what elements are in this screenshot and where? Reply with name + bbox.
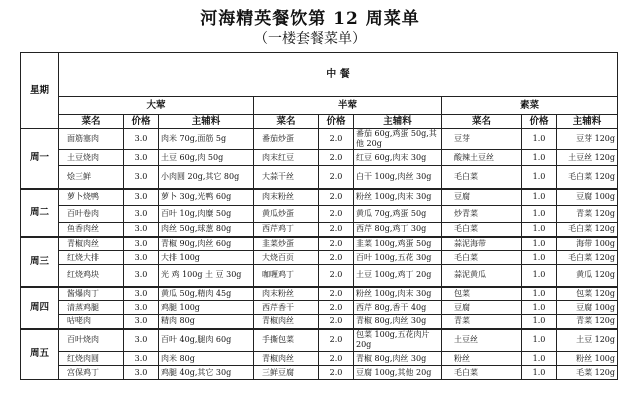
dish-name: 肉末粉丝 bbox=[254, 189, 319, 206]
price: 2.0 bbox=[319, 251, 354, 265]
dish-name: 蒜泥海带 bbox=[442, 237, 522, 251]
price: 1.0 bbox=[522, 251, 557, 265]
ingredients: 小肉圆 20g,其它 80g bbox=[159, 166, 254, 189]
table-row bbox=[21, 129, 618, 150]
price: 3.0 bbox=[124, 315, 159, 329]
ingredients: 粉丝 100g,肉末 30g bbox=[354, 189, 442, 206]
price: 1.0 bbox=[522, 129, 557, 150]
table-row bbox=[21, 150, 618, 166]
dish-name: 烩三鲜 bbox=[59, 166, 124, 189]
price: 2.0 bbox=[319, 237, 354, 251]
dish-name: 毛白菜 bbox=[442, 366, 522, 380]
price: 1.0 bbox=[522, 150, 557, 166]
table-row bbox=[21, 166, 618, 189]
ingredients: 百叶 100g,五花 30g bbox=[354, 251, 442, 265]
price: 2.0 bbox=[319, 189, 354, 206]
ingredients: 黄瓜 120g bbox=[557, 265, 618, 287]
ingredients: 青椒 90g,肉丝 60g bbox=[159, 237, 254, 251]
price: 3.0 bbox=[124, 129, 159, 150]
price: 2.0 bbox=[319, 315, 354, 329]
price: 1.0 bbox=[522, 265, 557, 287]
price: 1.0 bbox=[522, 329, 557, 352]
ingredients: 番茄 60g,鸡蛋 50g,其他 20g bbox=[354, 129, 442, 150]
dish-name: 黄瓜炒蛋 bbox=[254, 206, 319, 223]
ingredients: 红豆 60g,肉末 30g bbox=[354, 150, 442, 166]
price: 2.0 bbox=[319, 223, 354, 237]
price: 3.0 bbox=[124, 166, 159, 189]
price: 1.0 bbox=[522, 189, 557, 206]
ingredients: 西芹 80g,香干 40g bbox=[354, 301, 442, 315]
ingredients: 黄瓜 70g,鸡蛋 50g bbox=[354, 206, 442, 223]
dish-name: 青椒肉丝 bbox=[254, 315, 319, 329]
ingredients: 土豆丝 120g bbox=[557, 150, 618, 166]
dish-name: 宫保鸡丁 bbox=[59, 366, 124, 380]
dish-name: 肉末红豆 bbox=[254, 150, 319, 166]
dish-name: 包菜 bbox=[442, 287, 522, 301]
dish-name: 酱爆肉丁 bbox=[59, 287, 124, 301]
ingredients: 肉米 80g bbox=[159, 352, 254, 366]
table-row bbox=[21, 301, 618, 315]
day-label: 周三 bbox=[21, 237, 59, 287]
dish-name: 酸辣土豆丝 bbox=[442, 150, 522, 166]
day-label: 周一 bbox=[21, 129, 59, 189]
dish-name: 咖喱鸡丁 bbox=[254, 265, 319, 287]
ingredients: 毛白菜 120g bbox=[557, 166, 618, 189]
price: 3.0 bbox=[124, 366, 159, 380]
ingredients: 白干 100g,肉丝 30g bbox=[354, 166, 442, 189]
ingredients: 青菜 120g bbox=[557, 315, 618, 329]
ingredients: 青菜 120g bbox=[557, 206, 618, 223]
dish-name: 大烧百页 bbox=[254, 251, 319, 265]
table-row bbox=[21, 237, 618, 251]
table-row bbox=[21, 366, 618, 380]
dish-name: 手撕包菜 bbox=[254, 329, 319, 352]
ingredients: 土豆 60g,肉 50g bbox=[159, 150, 254, 166]
header-group-half-meat: 半荤 bbox=[254, 97, 442, 115]
dish-name: 西芹香干 bbox=[254, 301, 319, 315]
table-row bbox=[21, 329, 618, 352]
ingredients: 百叶 10g,肉糜 50g bbox=[159, 206, 254, 223]
ingredients: 海带 100g bbox=[557, 237, 618, 251]
dish-name: 清蒸鸡腿 bbox=[59, 301, 124, 315]
price: 3.0 bbox=[124, 265, 159, 287]
header-group-meat: 大荤 bbox=[59, 97, 254, 115]
header-meal: 中 餐 bbox=[59, 53, 618, 97]
ingredients: 肉米 70g,面筋 5g bbox=[159, 129, 254, 150]
dish-name: 豆芽 bbox=[442, 129, 522, 150]
ingredients: 豆芽 120g bbox=[557, 129, 618, 150]
price: 2.0 bbox=[319, 150, 354, 166]
dish-name: 红烧大排 bbox=[59, 251, 124, 265]
ingredients: 光 鸡 100g 土 豆 30g bbox=[159, 265, 254, 287]
header-day: 星期 bbox=[21, 53, 59, 129]
price: 1.0 bbox=[522, 366, 557, 380]
table-row bbox=[21, 251, 618, 265]
price: 1.0 bbox=[522, 206, 557, 223]
price: 1.0 bbox=[522, 315, 557, 329]
dish-name: 萝卜烧鸭 bbox=[59, 189, 124, 206]
ingredients: 豆腐 100g bbox=[557, 189, 618, 206]
header-price: 价格 bbox=[124, 115, 159, 129]
price: 2.0 bbox=[319, 352, 354, 366]
day-label: 周五 bbox=[21, 329, 59, 380]
dish-name: 百叶卷肉 bbox=[59, 206, 124, 223]
dish-name: 粉丝 bbox=[442, 352, 522, 366]
price: 1.0 bbox=[522, 287, 557, 301]
dish-name: 西芹鸡丁 bbox=[254, 223, 319, 237]
dish-name: 豆腐 bbox=[442, 189, 522, 206]
dish-name: 番茄炒蛋 bbox=[254, 129, 319, 150]
dish-name: 肉末粉丝 bbox=[254, 287, 319, 301]
menu-table bbox=[20, 52, 618, 380]
ingredients: 毛菜 120g bbox=[557, 366, 618, 380]
table-row bbox=[21, 315, 618, 329]
dish-name: 百叶烧肉 bbox=[59, 329, 124, 352]
page-title: 河海精英餐饮第 12 周菜单 bbox=[200, 9, 420, 29]
price: 2.0 bbox=[319, 206, 354, 223]
dish-name: 面筋塞肉 bbox=[59, 129, 124, 150]
dish-name: 红烧肉圆 bbox=[59, 352, 124, 366]
ingredients: 韭菜 100g,鸡蛋 50g bbox=[354, 237, 442, 251]
dish-name: 咕咾肉 bbox=[59, 315, 124, 329]
header-group-vegetable: 素菜 bbox=[442, 97, 618, 115]
table-row bbox=[21, 206, 618, 223]
day-label: 周四 bbox=[21, 287, 59, 329]
dish-name: 三鲜豆腐 bbox=[254, 366, 319, 380]
ingredients: 毛白菜 120g bbox=[557, 223, 618, 237]
dish-name: 青菜 bbox=[442, 315, 522, 329]
dish-name: 青椒肉丝 bbox=[254, 352, 319, 366]
dish-name: 毛白菜 bbox=[442, 166, 522, 189]
ingredients: 豆腐 100g bbox=[557, 301, 618, 315]
table-row bbox=[21, 223, 618, 237]
price: 3.0 bbox=[124, 206, 159, 223]
ingredients: 青椒 80g,肉丝 30g bbox=[354, 315, 442, 329]
ingredients: 土豆 120g bbox=[557, 329, 618, 352]
price: 1.0 bbox=[522, 352, 557, 366]
table-row bbox=[21, 287, 618, 301]
price: 1.0 bbox=[522, 223, 557, 237]
dish-name: 毛白菜 bbox=[442, 223, 522, 237]
dish-name: 红烧鸡块 bbox=[59, 265, 124, 287]
ingredients: 萝卜 30g,光鸭 60g bbox=[159, 189, 254, 206]
price: 3.0 bbox=[124, 287, 159, 301]
price: 3.0 bbox=[124, 237, 159, 251]
dish-name: 蒜泥黄瓜 bbox=[442, 265, 522, 287]
table-row bbox=[21, 265, 618, 287]
price: 3.0 bbox=[124, 150, 159, 166]
dish-name: 豆腐 bbox=[442, 301, 522, 315]
header-dish: 菜名 bbox=[254, 115, 319, 129]
price: 1.0 bbox=[522, 166, 557, 189]
dish-name: 土豆丝 bbox=[442, 329, 522, 352]
header-ingredients: 主辅料 bbox=[159, 115, 254, 129]
ingredients: 西芹 80g,鸡丁 30g bbox=[354, 223, 442, 237]
price: 2.0 bbox=[319, 329, 354, 352]
header-price: 价格 bbox=[522, 115, 557, 129]
price: 2.0 bbox=[319, 301, 354, 315]
table-row bbox=[21, 189, 618, 206]
dish-name: 炒青菜 bbox=[442, 206, 522, 223]
dish-name: 鱼香肉丝 bbox=[59, 223, 124, 237]
price: 2.0 bbox=[319, 166, 354, 189]
price: 3.0 bbox=[124, 329, 159, 352]
ingredients: 鸡腿 100g bbox=[159, 301, 254, 315]
header-ingredients: 主辅料 bbox=[354, 115, 442, 129]
ingredients: 毛白菜 120g bbox=[557, 251, 618, 265]
header-dish: 菜名 bbox=[59, 115, 124, 129]
ingredients: 大排 100g bbox=[159, 251, 254, 265]
dish-name: 青椒肉丝 bbox=[59, 237, 124, 251]
dish-name: 土豆烧肉 bbox=[59, 150, 124, 166]
ingredients: 土豆 100g,鸡丁 20g bbox=[354, 265, 442, 287]
price: 3.0 bbox=[124, 189, 159, 206]
ingredients: 鸡腿 40g,其它 30g bbox=[159, 366, 254, 380]
price: 3.0 bbox=[124, 301, 159, 315]
dish-name: 大蒜干丝 bbox=[254, 166, 319, 189]
ingredients: 豆腐 100g,其他 20g bbox=[354, 366, 442, 380]
header-dish: 菜名 bbox=[442, 115, 522, 129]
ingredients: 精肉 80g bbox=[159, 315, 254, 329]
price: 2.0 bbox=[319, 287, 354, 301]
price: 2.0 bbox=[319, 129, 354, 150]
day-label: 周二 bbox=[21, 189, 59, 237]
price: 2.0 bbox=[319, 265, 354, 287]
price: 3.0 bbox=[124, 251, 159, 265]
ingredients: 青椒 80g,肉丝 30g bbox=[354, 352, 442, 366]
table-row bbox=[21, 352, 618, 366]
ingredients: 粉丝 100g,肉末 30g bbox=[354, 287, 442, 301]
dish-name: 毛白菜 bbox=[442, 251, 522, 265]
ingredients: 百叶 40g,腿肉 60g bbox=[159, 329, 254, 352]
price: 3.0 bbox=[124, 352, 159, 366]
price: 3.0 bbox=[124, 223, 159, 237]
dish-name: 韭菜炒蛋 bbox=[254, 237, 319, 251]
ingredients: 包菜 120g bbox=[557, 287, 618, 301]
price: 1.0 bbox=[522, 237, 557, 251]
header-price: 价格 bbox=[319, 115, 354, 129]
ingredients: 肉丝 50g,球葱 80g bbox=[159, 223, 254, 237]
price: 1.0 bbox=[522, 301, 557, 315]
header-ingredients: 主辅料 bbox=[557, 115, 618, 129]
ingredients: 黄瓜 50g,精肉 45g bbox=[159, 287, 254, 301]
ingredients: 包菜 100g,五花肉片 20g bbox=[354, 329, 442, 352]
page-subtitle: （一楼套餐菜单） bbox=[254, 31, 366, 47]
price: 2.0 bbox=[319, 366, 354, 380]
ingredients: 粉丝 100g bbox=[557, 352, 618, 366]
